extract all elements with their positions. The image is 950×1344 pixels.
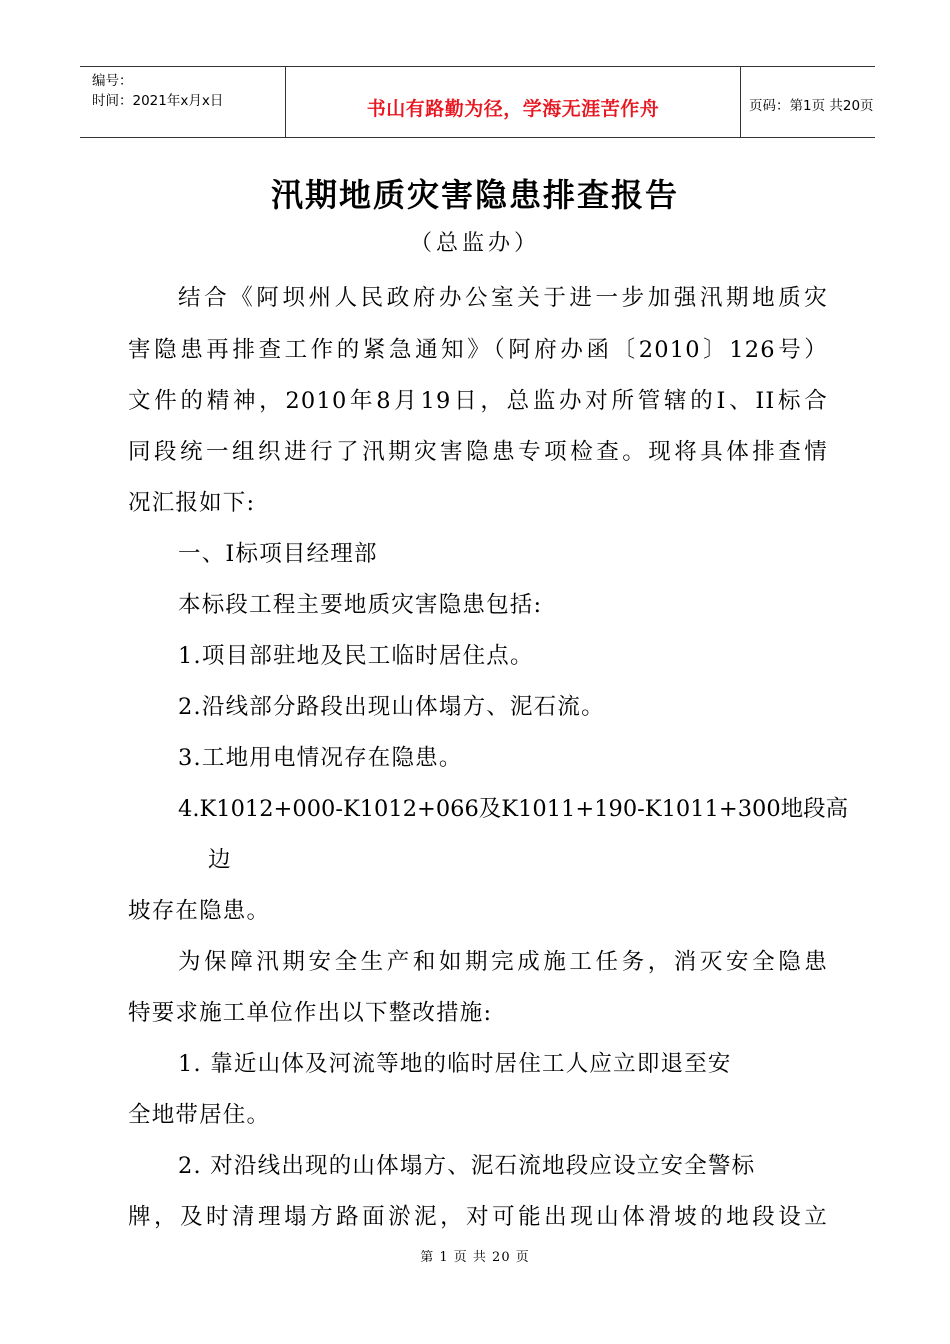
- document-subtitle: （总监办）: [409, 231, 540, 256]
- body-line: 本标段工程主要地质灾害隐患包括:: [178, 592, 543, 618]
- body-line: 况汇报如下:: [128, 490, 256, 516]
- header-motto-cell: [285, 67, 741, 137]
- list-item: 2. 对沿线出现的山体塌方、泥石流地段应设立安全警标: [178, 1153, 756, 1179]
- motto-text: 书山有路勤为径，学海无涯苦作舟: [366, 98, 660, 120]
- list-item: 1.项目部驻地及民工临时居住点。: [178, 643, 534, 669]
- section-heading: 一、I标项目经理部: [178, 541, 378, 567]
- list-item: 2.沿线部分路段出现山体塌方、泥石流。: [178, 694, 605, 720]
- body-line: 害隐患再排查工作的紧急通知》（阿府办函〔2010〕126号）: [128, 337, 828, 363]
- number-label: 编号：: [92, 73, 133, 89]
- body-line: 同段统一组织进行了汛期灾害隐患专项检查。现将具体排查情: [128, 439, 828, 465]
- list-item: 1. 靠近山体及河流等地的临时居住工人应立即退至安: [178, 1051, 732, 1077]
- body-line: 特要求施工单位作出以下整改措施:: [128, 1000, 493, 1026]
- body-line: 边: [208, 847, 232, 873]
- body-line: 文件的精神，2010年8月19日，总监办对所管辖的I、II标合: [128, 388, 828, 414]
- body-line: 牌，及时清理塌方路面淤泥，对可能出现山体滑坡的地段设立: [128, 1204, 828, 1230]
- body-line: 结合《阿坝州人民政府办公室关于进一步加强汛期地质灾: [178, 285, 828, 311]
- time-label: 时间：2021年x月x日: [92, 93, 224, 109]
- document-header: [80, 66, 875, 138]
- page-footer: 第 1 页 共 20 页: [420, 1250, 530, 1265]
- document-title: 汛期地质灾害隐患排查报告: [270, 176, 679, 214]
- body-line: 为保障汛期安全生产和如期完成施工任务，消灭安全隐患: [178, 949, 828, 975]
- list-item: 3.工地用电情况存在隐患。: [178, 745, 463, 771]
- body-line: 坡存在隐患。: [128, 898, 271, 924]
- page-info: 页码：第1页 共20页: [749, 98, 874, 114]
- body-line: 全地带居住。: [128, 1102, 271, 1128]
- header-page-cell: [741, 67, 875, 137]
- header-meta-cell: [80, 67, 285, 137]
- list-item: 4.K1012+000-K1012+066及K1011+190-K1011+300地段高: [178, 796, 849, 822]
